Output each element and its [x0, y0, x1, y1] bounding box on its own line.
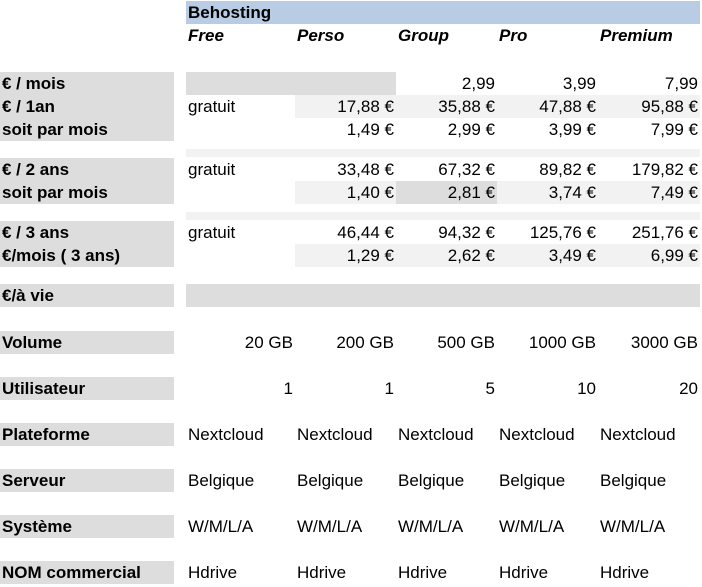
users-group: 5: [485, 379, 495, 398]
name-free: Hdrive: [188, 563, 238, 582]
row-label-system: Système: [0, 515, 174, 538]
system-free: W/M/L/A: [188, 517, 254, 536]
system-group: W/M/L/A: [398, 517, 464, 536]
row-label-vie: €/à vie: [0, 284, 174, 307]
an2-perso: 33,48 €: [337, 160, 394, 179]
row-label-platform: Plateforme: [0, 423, 174, 446]
row-label-name: NOM commercial: [0, 561, 174, 584]
platform-premium: Nextcloud: [600, 425, 676, 444]
an3-group: 94,32 €: [438, 223, 495, 242]
row-label-users: Utilisateur: [0, 377, 174, 400]
an2-group: 67,32 €: [438, 160, 495, 179]
volume-free: 20 GB: [244, 333, 293, 352]
row-label-an1m: soit par mois: [0, 118, 174, 141]
users-premium: 20: [679, 379, 698, 398]
provider-header: Behosting: [186, 1, 700, 24]
an1m-perso: 1,49 €: [346, 120, 394, 139]
server-pro: Belgique: [499, 471, 566, 490]
an3-free: gratuit: [188, 223, 236, 242]
mois-premium: 7,99: [664, 74, 698, 93]
an1-pro: 47,88 €: [497, 95, 598, 118]
platform-free: Nextcloud: [188, 425, 264, 444]
mois-pro: 3,99: [562, 74, 596, 93]
volume-pro: 1000 GB: [528, 333, 596, 352]
users-perso: 1: [384, 379, 394, 398]
an3m-pro: 3,49 €: [497, 244, 598, 267]
an1m-premium: 7,99 €: [650, 120, 698, 139]
platform-perso: Nextcloud: [297, 425, 373, 444]
row-label-an3: € / 3 ans: [0, 221, 174, 244]
vie-empty-band: [186, 284, 700, 307]
an1m-group: 2,99 €: [447, 120, 495, 139]
platform-pro: Nextcloud: [499, 425, 575, 444]
an2m-group: 2,81 €: [396, 181, 497, 204]
mois-free-perso-empty: [186, 72, 396, 95]
an2-top-band: [186, 149, 700, 157]
an3m-premium: 6,99 €: [598, 244, 700, 267]
users-free: 1: [283, 379, 293, 398]
an3-premium: 251,76 €: [631, 223, 698, 242]
an1-premium: 95,88 €: [598, 95, 700, 118]
system-perso: W/M/L/A: [297, 517, 363, 536]
an2m-perso: 1,40 €: [295, 181, 396, 204]
tier-premium: Premium: [600, 26, 673, 45]
server-free: Belgique: [188, 471, 255, 490]
volume-group: 500 GB: [437, 333, 495, 352]
row-label-server: Serveur: [0, 469, 174, 492]
an3-pro: 125,76 €: [529, 223, 596, 242]
name-premium: Hdrive: [600, 563, 650, 582]
row-label-volume: Volume: [0, 331, 174, 354]
an2-free: gratuit: [188, 160, 236, 179]
name-perso: Hdrive: [297, 563, 347, 582]
volume-premium: 3000 GB: [630, 333, 698, 352]
an2-pro: 89,82 €: [539, 160, 596, 179]
server-group: Belgique: [398, 471, 465, 490]
an2m-pro: 3,74 €: [497, 181, 598, 204]
platform-group: Nextcloud: [398, 425, 474, 444]
an3-top-band: [186, 212, 700, 220]
an3-perso: 46,44 €: [337, 223, 394, 242]
tier-free: Free: [188, 26, 224, 45]
an3m-perso: 1,29 €: [295, 244, 396, 267]
volume-perso: 200 GB: [336, 333, 394, 352]
server-premium: Belgique: [600, 471, 667, 490]
an3m-group: 2,62 €: [396, 244, 497, 267]
system-pro: W/M/L/A: [499, 517, 565, 536]
an1-perso: 17,88 €: [295, 95, 396, 118]
name-pro: Hdrive: [499, 563, 549, 582]
row-label-an2m: soit par mois: [0, 181, 174, 204]
mois-group: 2,99: [461, 74, 495, 93]
server-perso: Belgique: [297, 471, 364, 490]
users-pro: 10: [577, 379, 596, 398]
an1m-pro: 3,99 €: [548, 120, 596, 139]
an1-group: 35,88 €: [396, 95, 497, 118]
an2-premium: 179,82 €: [631, 160, 698, 179]
an1-free: gratuit: [188, 97, 236, 116]
row-label-an1: € / 1an: [0, 95, 174, 118]
system-premium: W/M/L/A: [600, 517, 666, 536]
row-label-an2: € / 2 ans: [0, 158, 174, 181]
tier-group: Group: [398, 26, 449, 45]
an2m-premium: 7,49 €: [598, 181, 700, 204]
tier-perso: Perso: [297, 26, 345, 45]
row-label-an3m: €/mois ( 3 ans): [0, 244, 174, 267]
row-label-mois: € / mois: [0, 72, 174, 95]
tier-pro: Pro: [499, 26, 528, 45]
name-group: Hdrive: [398, 563, 448, 582]
